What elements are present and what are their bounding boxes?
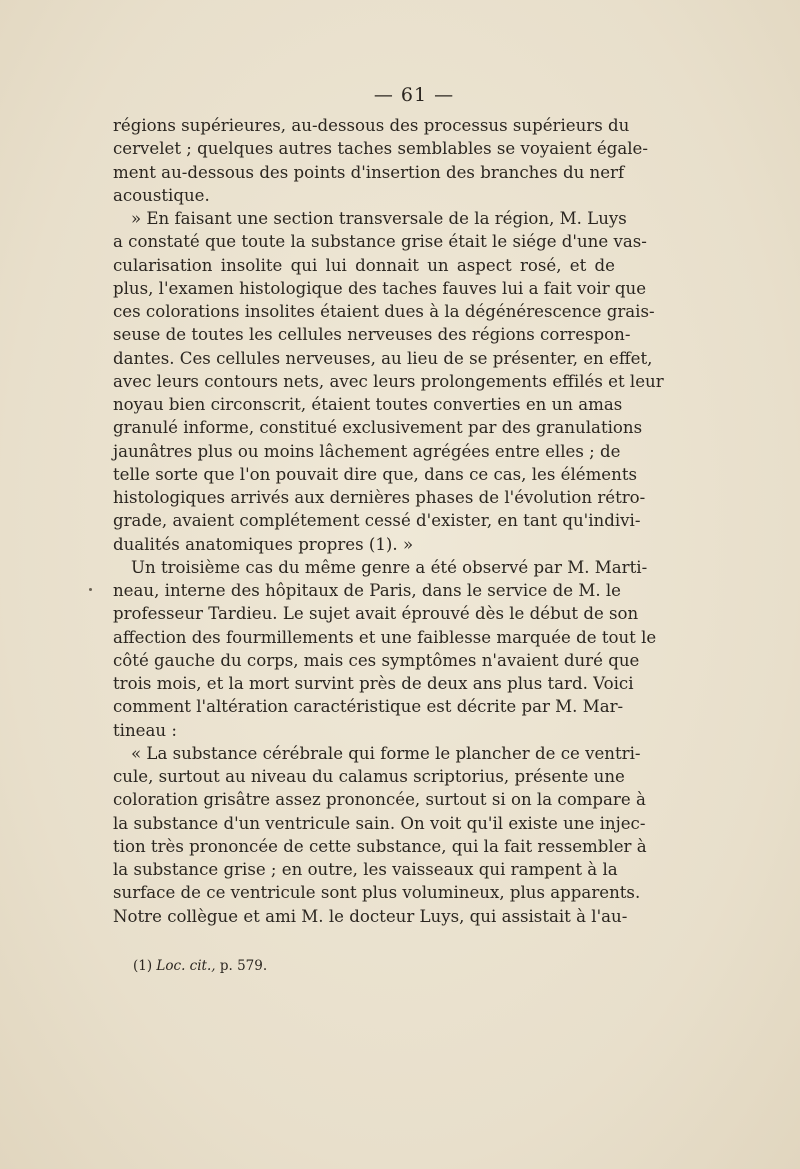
text-line: tineau : — [113, 720, 177, 740]
text-line: telle sorte que l'on pouvait dire que, dans ce cas, les éléments — [113, 464, 637, 484]
text-line: avec leurs contours nets, avec leurs prolongements effilés et leur — [113, 371, 664, 391]
page-number: — 61 — — [373, 84, 455, 106]
text-line: » En faisant une section transversale de la région, M. Luys — [131, 209, 627, 228]
text-line: seuse de toutes les cellules nerveuses des régions correspon- — [113, 325, 631, 345]
text-line: tion très prononcée de cette substance, qui la fait ressembler à — [113, 836, 647, 856]
text-line: ment au-dessous des points d'insertion des branches du nerf — [113, 162, 625, 182]
text-line: comment l'altération caractéristique est décrite par M. Mar- — [113, 697, 624, 717]
text-line: acoustique. — [113, 185, 210, 205]
footnote-page: p. 579. — [219, 958, 268, 974]
text-line: la substance d'un ventricule sain. On voit qu'il existe une injec- — [113, 813, 646, 833]
text-line: neau, interne des hôpitaux de Paris, dans le service de M. le — [113, 581, 622, 600]
text-line: professeur Tardieu. Le sujet avait éprouvé dès le début de son — [113, 604, 639, 624]
text-line: a constaté que toute la substance grise était le siége d'une vas- — [113, 232, 647, 252]
text-line: « La substance cérébrale qui forme le plancher de ce ventri- — [131, 743, 641, 763]
text-line: coloration grisâtre assez prononcée, surtout si on la compare à — [113, 790, 646, 810]
text-line: cule, surtout au niveau du calamus scriptorius, présente une — [113, 767, 625, 786]
text-line: trois mois, et la mort survint près de deux ans plus tard. Voici — [113, 674, 634, 693]
text-line: surface de ce ventricule sont plus volumineux, plus apparents. — [113, 883, 641, 903]
body-text — [113, 114, 664, 928]
text-line: dualités anatomiques propres (1). » — [113, 534, 414, 554]
text-line: Un troisième cas du même genre a été observé par M. Marti- — [131, 557, 648, 577]
text-line: jaunâtres plus ou moins lâchement agrégées entre elles ; de — [113, 441, 621, 461]
text-line: grade, avaient complétement cessé d'exister, en tant qu'indivi- — [113, 511, 641, 531]
text-line: dantes. Ces cellules nerveuses, au lieu de se présenter, en effet, — [113, 348, 653, 368]
text-line: cularisation insolite qui lui donnait un aspect rosé, et de — [113, 255, 615, 275]
text-line: plus, l'examen histologique des taches fauves lui a fait voir que — [113, 278, 647, 298]
footnote-number: (1) — [133, 958, 153, 974]
margin-speck — [89, 588, 92, 591]
text-line: affection des fourmillements et une faiblesse marquée de tout le — [113, 627, 657, 647]
text-line: noyau bien circonscrit, étaient toutes converties en un amas — [113, 395, 623, 414]
text-line: régions supérieures, au-dessous des processus supérieurs du — [113, 116, 630, 135]
footnote — [133, 958, 267, 974]
text-line: la substance grise ; en outre, les vaisseaux qui rampent à la — [113, 860, 618, 879]
text-line: ces colorations insolites étaient dues à la dégénérescence grais- — [113, 302, 655, 321]
text-line: histologiques arrivés aux dernières phases de l'évolution rétro- — [113, 488, 646, 507]
text-line: cervelet ; quelques autres taches semblables se voyaient égale- — [113, 139, 648, 159]
footnote-citation: Loc. cit., — [156, 958, 216, 974]
text-line: Notre collègue et ami M. le docteur Luys, qui assistait à l'au- — [113, 906, 628, 926]
text-line: granulé informe, constitué exclusivement par des granulations — [113, 418, 643, 438]
text-line: côté gauche du corps, mais ces symptômes n'avaient duré que — [113, 650, 640, 670]
